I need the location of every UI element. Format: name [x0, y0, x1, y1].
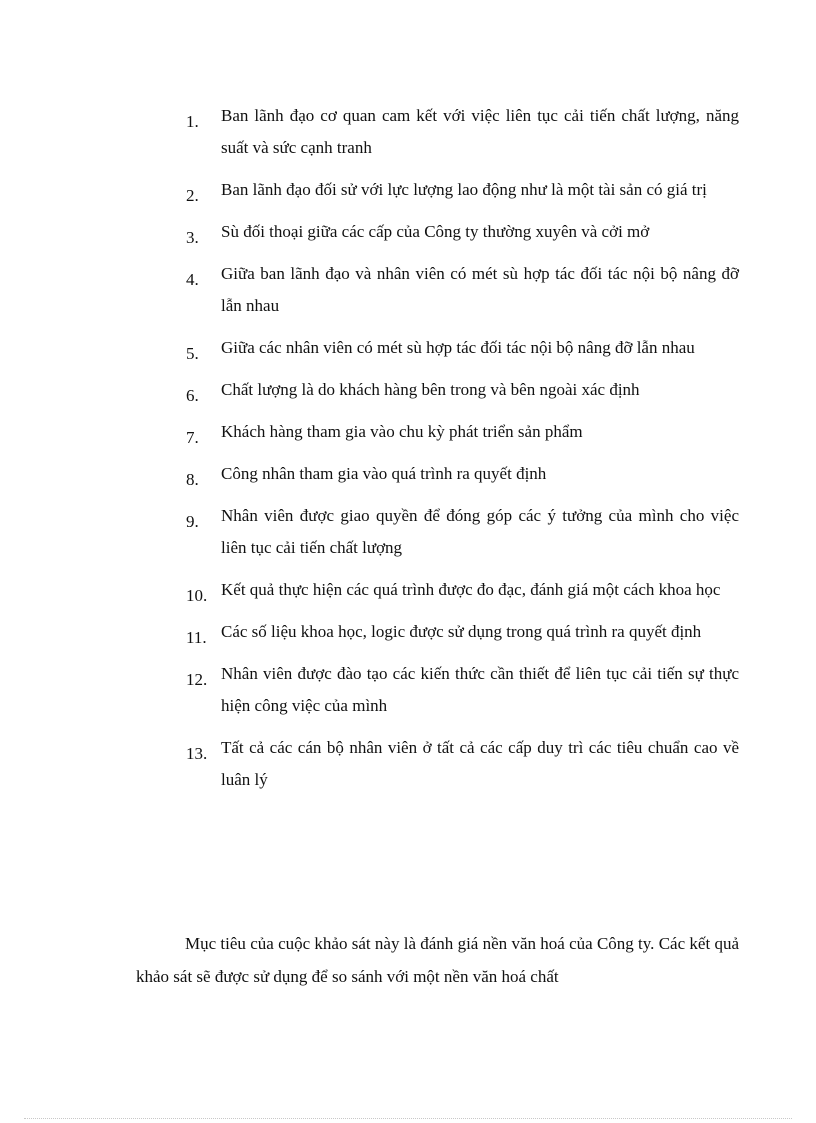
list-item-text: Chất lượng là do khách hàng bên trong và bên ngoài xác định	[221, 380, 640, 399]
list-item-text: Kết quả thực hiện các quá trình được đo đạc, đánh giá một cách khoa học	[221, 580, 721, 599]
list-item	[0, 416, 816, 448]
list-item-number: 8.	[186, 470, 199, 489]
list-item-number: 7.	[186, 428, 199, 447]
list-item	[0, 258, 816, 322]
list-item	[0, 732, 816, 796]
list-item	[0, 574, 816, 606]
list-item-number: 13.	[186, 744, 208, 763]
list-item-number: 2.	[186, 186, 199, 205]
body-paragraph: Mục tiêu của cuộc khảo sát này là đánh giá nền văn hoá của Công ty. Các kết quả khảo sát sẽ được sử dụng để so sánh với một nền văn hoá chất	[136, 934, 739, 986]
page-bottom-divider	[24, 1118, 792, 1119]
list-item	[0, 616, 816, 648]
list-item-text: Công nhân tham gia vào quá trình ra quyết định	[221, 464, 547, 483]
list-item-text: Ban lãnh đạo đối sử với lực lượng lao động như là một tài sản có giá trị	[221, 180, 707, 199]
list-item	[0, 458, 816, 490]
list-item-number: 9.	[186, 512, 199, 531]
list-item	[0, 332, 816, 364]
list-item-number: 12.	[186, 670, 208, 689]
list-item-text: Ban lãnh đạo cơ quan cam kết với việc liên tục cải tiến chất lượng, năng suất và sức cạnh tranh	[221, 106, 739, 157]
list-item	[0, 500, 816, 564]
list-item	[0, 100, 816, 164]
list-item-text: Giữa các nhân viên có mét sù hợp tác đối tác nội bộ nâng đỡ lẫn nhau	[221, 338, 695, 357]
list-item-number: 10.	[186, 586, 208, 605]
list-item-text: Tất cả các cán bộ nhân viên ở tất cả các cấp duy trì các tiêu chuẩn cao về luân lý	[221, 738, 739, 789]
list-item-number: 4.	[186, 270, 199, 289]
list-item-number: 11.	[186, 628, 207, 647]
list-item	[0, 658, 816, 722]
list-item-text: Sù đối thoại giữa các cấp của Công ty thường xuyên và cởi mở	[221, 222, 650, 241]
numbered-list	[0, 100, 816, 806]
list-item-text: Giữa ban lãnh đạo và nhân viên có mét sù hợp tác đối tác nội bộ nâng đỡ lẫn nhau	[221, 264, 739, 315]
list-item-text: Các số liệu khoa học, logic được sử dụng trong quá trình ra quyết định	[221, 622, 702, 641]
list-item	[0, 374, 816, 406]
list-item-number: 5.	[186, 344, 199, 363]
list-item-number: 1.	[186, 112, 199, 131]
list-item-number: 3.	[186, 228, 199, 247]
list-item	[0, 216, 816, 248]
list-item-text: Khách hàng tham gia vào chu kỳ phát triển sản phẩm	[221, 422, 583, 441]
list-item-text: Nhân viên được giao quyền để đóng góp các ý tưởng của mình cho việc liên tục cải tiến chất lượng	[221, 506, 739, 557]
list-item-text: Nhân viên được đào tạo các kiến thức cần thiết để liên tục cải tiến sự thực hiện công việc của mình	[221, 664, 739, 715]
list-item	[0, 174, 816, 206]
list-item-number: 6.	[186, 386, 199, 405]
